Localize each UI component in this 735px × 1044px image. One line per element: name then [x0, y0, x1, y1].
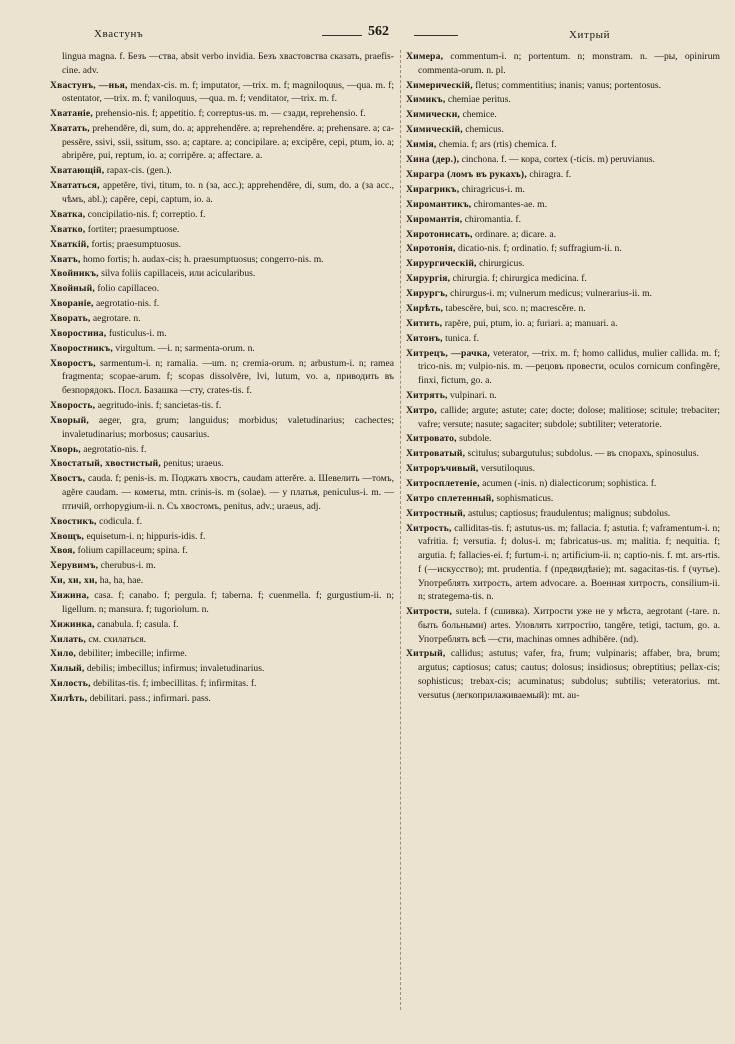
entry-definition: appetĕre, tivi, titum, to. n (за, acc.); apprehendĕre, di, sum, do. a (за acc., чѣмъ, abl.); capĕre, cepi, captum, io. a. — [62, 180, 394, 205]
entry-headword: Хитроръчивый, — [406, 463, 479, 475]
dictionary-entry — [50, 662, 394, 676]
entry-headword: Хитросплетеніе, — [406, 478, 480, 490]
entry-definition: debilis; imbecillus; infirmus; invaletudinarius. — [86, 663, 265, 675]
entry-definition: debiliter; imbecille; infirme. — [78, 648, 187, 660]
entry-definition: veterator, —trix. m. f; homo callidus, mulier callida. m. f; trico-nis. m; vulpio-nis. m. —рецовъ провести, oculos cornicum confingĕre, finxi, fictum, go. a. — [418, 347, 720, 387]
page-header — [0, 22, 735, 44]
dictionary-entry — [50, 515, 394, 529]
entry-definition: callidus; astutus; vafer, fra, frum; vulpinaris; affaber, bra, brum; argutus; captiosus; catus; cautus; dolosus; insidiosus; obreptitius; pellax-cis; sophisticus; trebax-cis; acuminatus; subdolus; subtilis; veteratorius. mt. versutus (легкоприлаживаемый): mt. au- — [418, 648, 720, 701]
entry-definition: folio capillaceo. — [97, 283, 160, 295]
entry-definition: rapĕre, pui, ptum, io. a; furiari. a; manuari. a. — [444, 317, 618, 329]
entry-definition: astulus; captiosus; fraudulentus; malignus; subdolus. — [467, 507, 671, 519]
entry-headword: Хвостикъ, — [50, 515, 97, 527]
dictionary-entry — [50, 122, 394, 163]
entry-headword: Хилать, — [50, 633, 86, 645]
entry-definition: tabescĕre, bui, sco. n; macrescĕre. n. — [445, 302, 586, 314]
dictionary-entry — [406, 108, 720, 122]
dictionary-entry — [50, 223, 394, 237]
entry-definition: chemia. f; ars (rtis) chemica. f. — [438, 139, 557, 151]
dictionary-entry — [406, 647, 720, 702]
dictionary-entry — [50, 472, 394, 513]
entry-headword: Химикъ, — [406, 94, 446, 106]
entry-headword: Химически, — [406, 109, 461, 121]
dictionary-entry — [50, 414, 394, 441]
entry-definition: acumen (-inis. n) dialecticorum; sophistica. f. — [482, 478, 657, 490]
entry-definition: aegrotatio-nis. f. — [96, 298, 160, 310]
entry-headword: Хина (дер.), — [406, 154, 460, 166]
entry-definition: virgultum. —i. n; sarmenta-orum. n. — [115, 342, 255, 354]
entry-headword: Хиромантія, — [406, 213, 463, 225]
entry-headword: Хитрость, — [406, 522, 452, 534]
dictionary-entry — [406, 432, 720, 446]
dictionary-entry — [50, 79, 394, 106]
entry-headword: Хитровато, — [406, 433, 457, 445]
dictionary-entry — [50, 677, 394, 691]
entry-definition: subdole. — [459, 433, 492, 445]
entry-headword: Химера, — [406, 51, 444, 62]
entry-headword: Хижинка, — [50, 618, 95, 630]
dictionary-entry — [50, 357, 394, 398]
dictionary-entry — [50, 267, 394, 281]
dictionary-entry — [50, 692, 394, 706]
entry-headword: Хвораніе, — [50, 298, 94, 310]
entry-headword: Хвоя, — [50, 545, 76, 557]
dictionary-entry — [406, 93, 720, 107]
entry-headword: Хвощъ, — [50, 530, 85, 542]
dictionary-entry — [406, 389, 720, 403]
entry-headword: Хватающій, — [50, 165, 105, 177]
entry-headword: Хирургъ, — [406, 288, 448, 300]
entry-headword: Хватка, — [50, 208, 86, 220]
dictionary-entry — [406, 272, 720, 286]
dictionary-entry — [406, 287, 720, 301]
entry-headword: Химическій, — [406, 124, 463, 136]
dictionary-entry — [50, 342, 394, 356]
entry-headword: Хирагрикъ, — [406, 183, 460, 195]
dictionary-entry — [50, 399, 394, 413]
dictionary-entry — [406, 183, 720, 197]
entry-headword: Хижина, — [50, 590, 90, 602]
entry-definition: lingua magna. f. Безъ —ства, absit verbo invidia. Безъ хвастовства сказать, praefiscine. adv. — [62, 51, 394, 76]
entry-definition: penitus; uraeus. — [163, 458, 224, 470]
entry-definition: cherubus-i. m. — [100, 560, 156, 572]
entry-definition: dicatio-nis. f; ordinatio. f; suffragium-ii. n. — [458, 243, 622, 255]
entry-headword: Хворать, — [50, 313, 91, 325]
dictionary-entry — [406, 347, 720, 388]
dictionary-entry — [406, 492, 720, 506]
dictionary-entry — [50, 530, 394, 544]
dictionary-entry — [406, 168, 720, 182]
entry-definition: aeger, gra, grum; languidus; morbidus; valetudinarius; cachectes; invaletudinarius; morbosus; causarius. — [62, 414, 394, 440]
entry-definition: chiragra. f. — [529, 168, 572, 180]
entry-headword: Хирагра (ломъ въ рукахъ), — [406, 168, 527, 180]
entry-definition: versutiloquus. — [480, 463, 535, 475]
dictionary-entry — [50, 208, 394, 222]
dictionary-entry — [50, 618, 394, 632]
entry-headword: Хворость, — [50, 400, 96, 412]
entry-definition: cinchona. f. — кора, cortex (-ticis. m) peruvianus. — [461, 154, 655, 166]
entry-headword: Химія, — [406, 139, 437, 151]
entry-headword: Хирургическій, — [406, 258, 477, 270]
entry-definition: chirurgus-i. m; vulnerum medicus; vulnerarius-ii. m. — [450, 288, 652, 300]
entry-definition: chemicus. — [465, 124, 504, 136]
dictionary-entry — [406, 522, 720, 604]
dictionary-entry — [406, 507, 720, 521]
entry-definition: chirurgicus. — [479, 258, 525, 270]
entry-definition: rapax-cis. (gen.). — [106, 165, 172, 177]
entry-definition: cauda. f; penis-is. m. Поджать хвостъ, caudam atterĕre. a. Шевелить —томъ, agĕre caudam. — кометы, mtn. crinis-is. m (solae). — у платья, peniculus-i. m. — птичій, orrhopygium-ii. n. Съ хвостомъ, penitus, adv.; uraeus, adj. — [62, 473, 394, 512]
dictionary-entry — [50, 107, 394, 121]
entry-headword: Хвататься, — [50, 180, 100, 192]
entry-headword: Хватаніе, — [50, 108, 93, 120]
left-column — [50, 50, 394, 1030]
dictionary-entry — [50, 253, 394, 267]
entry-headword: Хвойный, — [50, 283, 95, 295]
entry-definition: chiromantia. f. — [464, 213, 521, 225]
entry-definition: debilitari. pass.; infirmari. pass. — [89, 693, 211, 705]
dictionary-entry — [50, 589, 394, 616]
entry-headword: Хвостатый, хвостистый, — [50, 458, 161, 470]
entry-definition: casa. f; canabo. f; pergula. f; taberna. f; cuenmella. f; gurgustium-ii. n; ligellum. n; mansura. f; tugoriolum. n. — [62, 590, 394, 615]
dictionary-entry — [50, 327, 394, 341]
entry-headword: Хворостъ, — [50, 357, 96, 369]
dictionary-entry — [50, 179, 394, 206]
dictionary-entry — [50, 297, 394, 311]
entry-definition: aegrotare. n. — [92, 313, 141, 325]
entry-headword: Хватъ, — [50, 253, 81, 265]
dictionary-entry — [50, 544, 394, 558]
dictionary-entry — [406, 79, 720, 93]
dictionary-entry — [406, 213, 720, 227]
entry-headword: Хвастунъ, —нья, — [50, 79, 128, 91]
dictionary-entry — [406, 138, 720, 152]
entry-headword: Хитонъ, — [406, 332, 443, 344]
entry-definition: prehensio-nis. f; appetitio. f; correptus-us. m. — сзади, reprehensio. f. — [95, 108, 366, 120]
dictionary-entry — [50, 574, 394, 588]
entry-definition: tunica. f. — [445, 332, 480, 344]
dictionary-entry — [406, 198, 720, 212]
dictionary-entry — [406, 123, 720, 137]
entry-definition: mendax-cis. m. f; imputator, —trix. m. f; magniloquus, —qua. m. f; ostentator, —trix. m. f; vaniloquus, —qua. m. f; venditator, —trix. m. f. — [62, 79, 394, 105]
entry-headword: Хворый, — [50, 414, 89, 426]
entry-definition: ha, ha, hae. — [99, 575, 144, 587]
entry-definition: callide; argute; astute; cate; docte; dolose; malitiose; scitule; trebaciter; vafre; versute; nasute; sagaciter; subdole; subtiliter; veteratorie. — [418, 404, 720, 430]
dictionary-entry — [406, 462, 720, 476]
entry-definition: canabula. f; casula. f. — [97, 618, 179, 630]
entry-headword: Хитростный, — [406, 507, 466, 519]
entry-definition: silva foliis capillaceis, или acicularibus. — [101, 268, 256, 280]
entry-headword: Хилѣть, — [50, 693, 88, 705]
entry-headword: Хворостникъ, — [50, 342, 113, 354]
dictionary-entry — [50, 457, 394, 471]
header-rule-left — [322, 35, 362, 36]
dictionary-entry — [50, 647, 394, 661]
entry-headword: Хитить, — [406, 317, 443, 329]
entry-headword: Хитро сплетенный, — [406, 492, 495, 504]
dictionary-entry — [406, 257, 720, 271]
entry-definition: debilitas-tis. f; imbecillitas. f; infirmitas. f. — [93, 678, 257, 690]
header-left-word: Хвастунъ — [94, 28, 144, 40]
dictionary-entry — [50, 312, 394, 326]
dictionary-entry — [50, 559, 394, 573]
dictionary-entry — [406, 228, 720, 242]
entry-headword: Хворь, — [50, 443, 81, 455]
entry-headword: Хилый, — [50, 663, 85, 675]
header-right-word: Хитрый — [569, 29, 611, 41]
entry-headword: Хитрый, — [406, 648, 446, 660]
entry-headword: Хирѣть, — [406, 302, 444, 314]
entry-definition: folium capillaceum; spina. f. — [77, 545, 188, 557]
entry-headword: Хилость, — [50, 678, 91, 690]
entry-headword: Хило, — [50, 648, 77, 660]
entry-headword: Хиротонисать, — [406, 228, 473, 240]
page-number: 562 — [368, 24, 389, 39]
entry-definition: chiragricus-i. m. — [461, 183, 525, 195]
dictionary-entry — [406, 605, 720, 646]
entry-definition: concipilatio-nis. f; correptio. f. — [87, 208, 206, 220]
column-separator — [400, 50, 402, 1010]
dictionary-entry — [406, 447, 720, 461]
dictionary-entry — [406, 332, 720, 346]
entry-definition: calliditas-tis. f; astutus-us. m; fallacia. f; astutia. f; vaframentum-i. n; vafritia. f; versutia. f; dolus-i. m; fabricatus-us. m; malitia. f; nequitia. f; argutia. f; fallacies-ei. f; furtum-i. n; artificium-ii. n; captio-nis. f. mt. ars-rtis. f (—искусство); mt. prudentia. f (предвидѣніе); mt. sagacitas-tis. f (чутье). Употреблять хитрость, artem advocare. a. Военная хитрость, consilium-ii. n; strategema-tis. n. — [418, 522, 720, 603]
entry-headword: Хи, хи, хи, — [50, 575, 98, 587]
entry-definition: sophismaticus. — [496, 492, 554, 504]
entry-definition: homo fortis; h. audax-cis; h. praesumptuosus; congerro-nis. m. — [82, 253, 324, 265]
entry-definition: codicula. f. — [99, 515, 142, 527]
dictionary-entry — [50, 164, 394, 178]
dictionary-entry — [406, 242, 720, 256]
dictionary-entry — [406, 153, 720, 167]
dictionary-entry — [406, 50, 720, 77]
dictionary-entry — [406, 477, 720, 491]
entry-definition: prehendĕre, di, sum, do. a; apprehendĕre. a; reprehendĕre. a; prehensare. a; capessĕre, ssivi, ssii, ssitum, sso. a; captare. a; concipilare. a; excipĕre, cepi, ptum, io. a; abripĕre, pui, reptum, io. a; corripĕre. a; affectare. a. — [62, 123, 394, 162]
dictionary-entry — [406, 317, 720, 331]
entry-definition: ordinare. a; dicare. a. — [475, 228, 556, 240]
entry-definition: equisetum-i. n; hippuris-idis. f. — [86, 530, 206, 542]
entry-headword: Хиротонія, — [406, 243, 456, 255]
entry-headword: Хитро, — [406, 404, 438, 416]
entry-headword: Химерическій, — [406, 79, 473, 91]
entry-headword: Хвостъ, — [50, 473, 86, 485]
entry-definition: chemiae peritus. — [447, 94, 511, 106]
header-rule-right — [414, 35, 458, 36]
entry-definition: aegrotatio-nis. f. — [83, 443, 147, 455]
entry-definition: fletus; commentitius; inanis; vanus; portentosus. — [475, 79, 662, 91]
dictionary-entry — [50, 443, 394, 457]
entry-headword: Хитрости, — [406, 606, 453, 618]
entry-headword: Хвойникъ, — [50, 268, 99, 280]
entry-definition: chirurgia. f; chirurgica medicina. f. — [452, 273, 587, 285]
entry-definition: commentum-i. n; portentum. n; monstram. n. —ры, opinirum commenta-orum. n. pl. — [418, 51, 720, 76]
dictionary-entry — [50, 282, 394, 296]
right-column — [406, 50, 720, 1030]
entry-headword: Херувимъ, — [50, 560, 99, 572]
entry-headword: Хитроватый, — [406, 448, 466, 460]
entry-definition: vulpinari. n. — [450, 389, 497, 401]
entry-definition: sutela. f (сшивка). Хитрости уже не у мѣста, aegrotant (-tare. n. быть больными) artes. Уловлять хитростію, tangĕre, tetigi, tactum, go. a. Употреблять всѣ —сти, machinas omnes adhibĕre. (nd). — [418, 606, 720, 645]
entry-definition: sarmentum-i. n; ramalia. —um. n; cremia-orum. n; arbustum-i. n; ramea fragmenta; scopae-arum. f; scopas dissolvĕre, lvi, lutum, vo. a, приводить въ безпорядокъ. Посл. Базашка —сту, crates-tis. f. — [62, 357, 394, 397]
entry-headword: Хватать, — [50, 123, 90, 135]
entry-definition: fortiter; praesumptuose. — [87, 223, 180, 235]
dictionary-entry — [406, 302, 720, 316]
entry-definition: chiromantes-ae. m. — [473, 198, 548, 210]
entry-headword: Хватко, — [50, 223, 86, 235]
entry-headword: Хваткій, — [50, 238, 90, 250]
dictionary-entry — [50, 238, 394, 252]
dictionary-entry — [50, 50, 394, 77]
entry-headword: Хитрять, — [406, 389, 448, 401]
entry-definition: chemice. — [462, 109, 497, 121]
dictionary-entry — [406, 404, 720, 431]
entry-definition: fusticulus-i. m. — [108, 327, 167, 339]
entry-headword: Хиромантикъ, — [406, 198, 472, 210]
entry-definition: scitulus; subargutulus; subdolus. — въ спорахъ, spinosulus. — [467, 448, 699, 460]
entry-headword: Хворостина, — [50, 327, 107, 339]
entry-headword: Хитрецъ, —рачка, — [406, 347, 490, 359]
entry-definition: fortis; praesumptuosus. — [91, 238, 182, 250]
dictionary-entry — [50, 633, 394, 647]
entry-definition: см. схилаться. — [88, 633, 147, 645]
entry-headword: Хирургія, — [406, 273, 451, 285]
entry-definition: aegritudo-inis. f; sancietas-tis. f. — [97, 400, 222, 412]
